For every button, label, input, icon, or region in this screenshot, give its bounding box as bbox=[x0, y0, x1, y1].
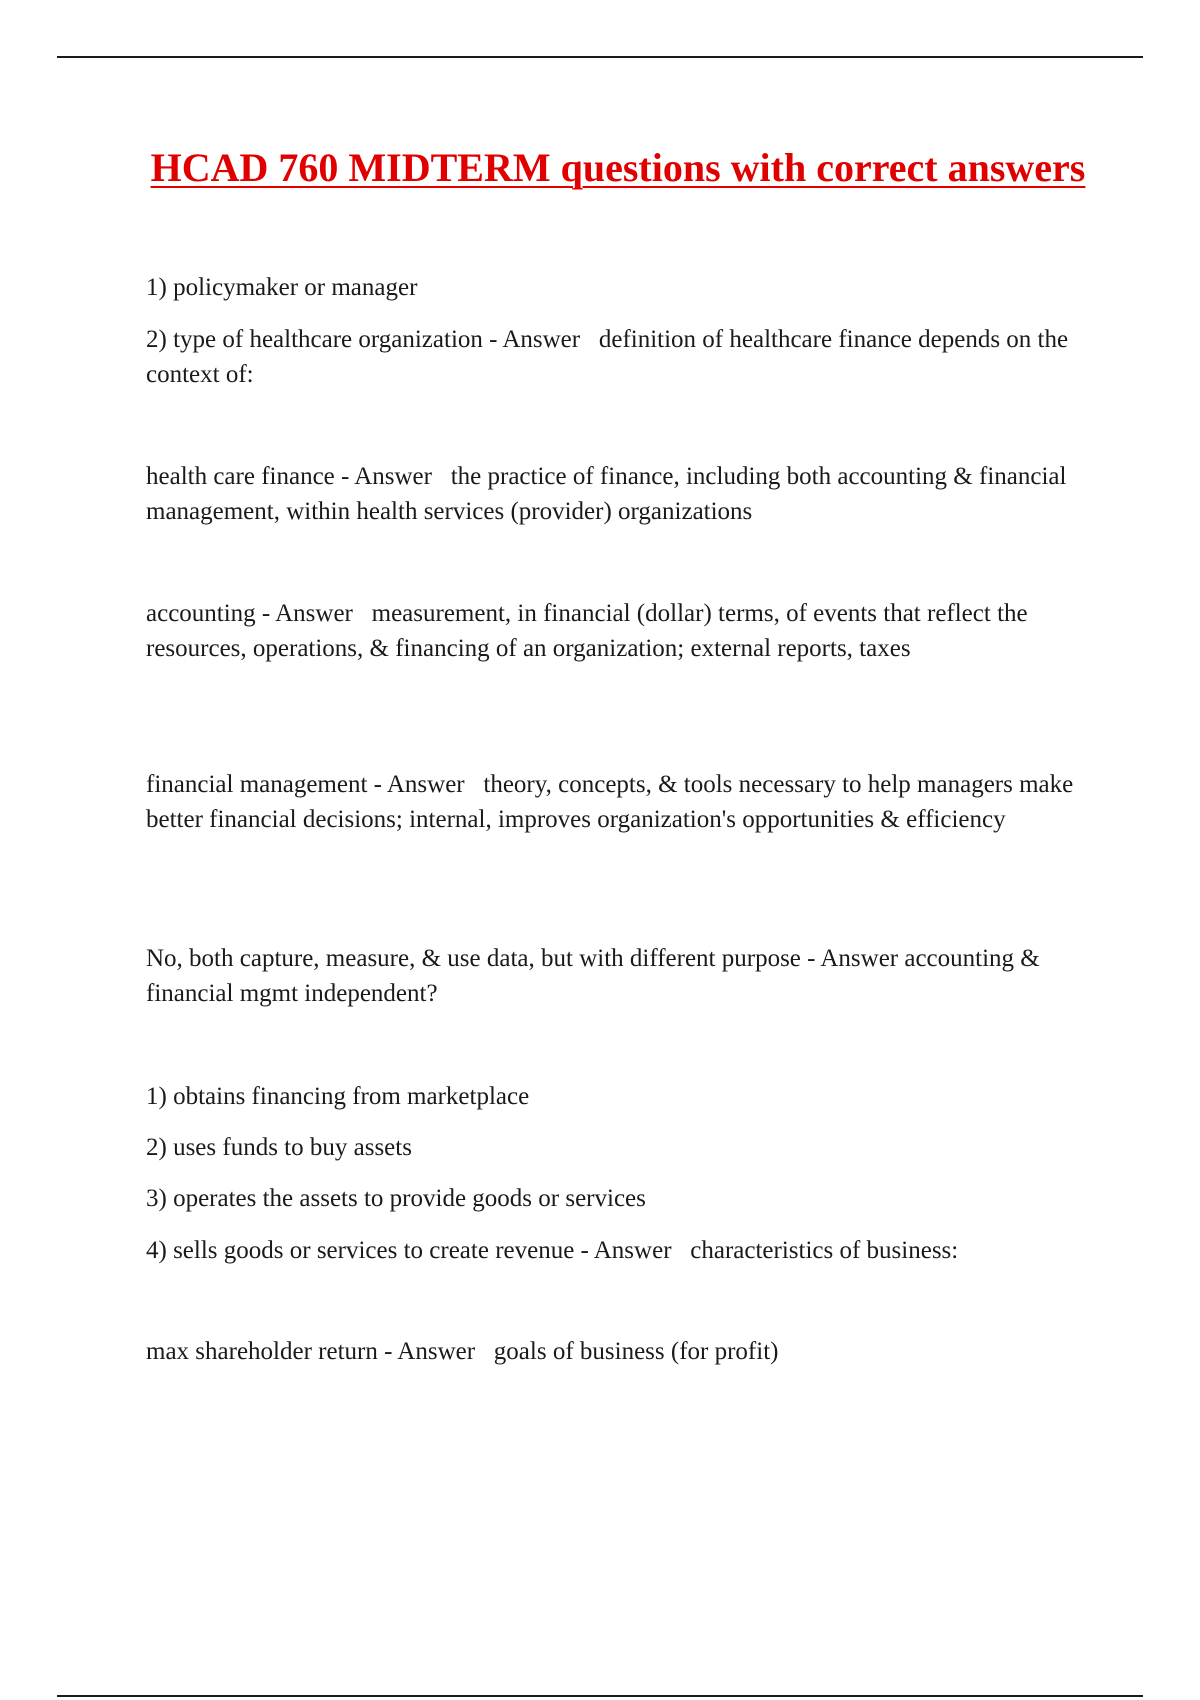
paragraph-4: accounting - Answer measurement, in financial (dollar) terms, of events that reflect the resources, operations, & financing of an organization; external reports, taxes bbox=[146, 600, 1034, 662]
top-rule bbox=[57, 56, 1143, 58]
paragraph-6: No, both capture, measure, & use data, but with different purpose - Answer accounting & financial mgmt independent? bbox=[146, 945, 1046, 1007]
paragraph-8: 2) uses funds to buy assets bbox=[146, 1134, 412, 1161]
paragraph-2: 2) type of healthcare organization - Answer definition of healthcare finance depends on the context of: bbox=[146, 326, 1075, 388]
paragraph-1: 1) policymaker or manager bbox=[146, 274, 418, 301]
paragraph-9: 3) operates the assets to provide goods or services bbox=[146, 1185, 646, 1212]
bottom-rule bbox=[57, 1695, 1143, 1697]
paragraph-5: financial management - Answer theory, concepts, & tools necessary to help managers make better financial decisions; internal, improves organization's opportunities & efficiency bbox=[146, 771, 1080, 833]
paragraph-10: 4) sells goods or services to create revenue - Answer characteristics of business: bbox=[146, 1237, 959, 1264]
paragraph-11: max shareholder return - Answer goals of business (for profit) bbox=[146, 1338, 779, 1365]
paragraph-7: 1) obtains financing from marketplace bbox=[146, 1083, 530, 1110]
paragraph-3: health care finance - Answer the practice of finance, including both accounting & financial management, within health services (provider) organizations bbox=[146, 463, 1073, 525]
document-title: HCAD 760 MIDTERM questions with correct answers bbox=[150, 145, 1086, 190]
